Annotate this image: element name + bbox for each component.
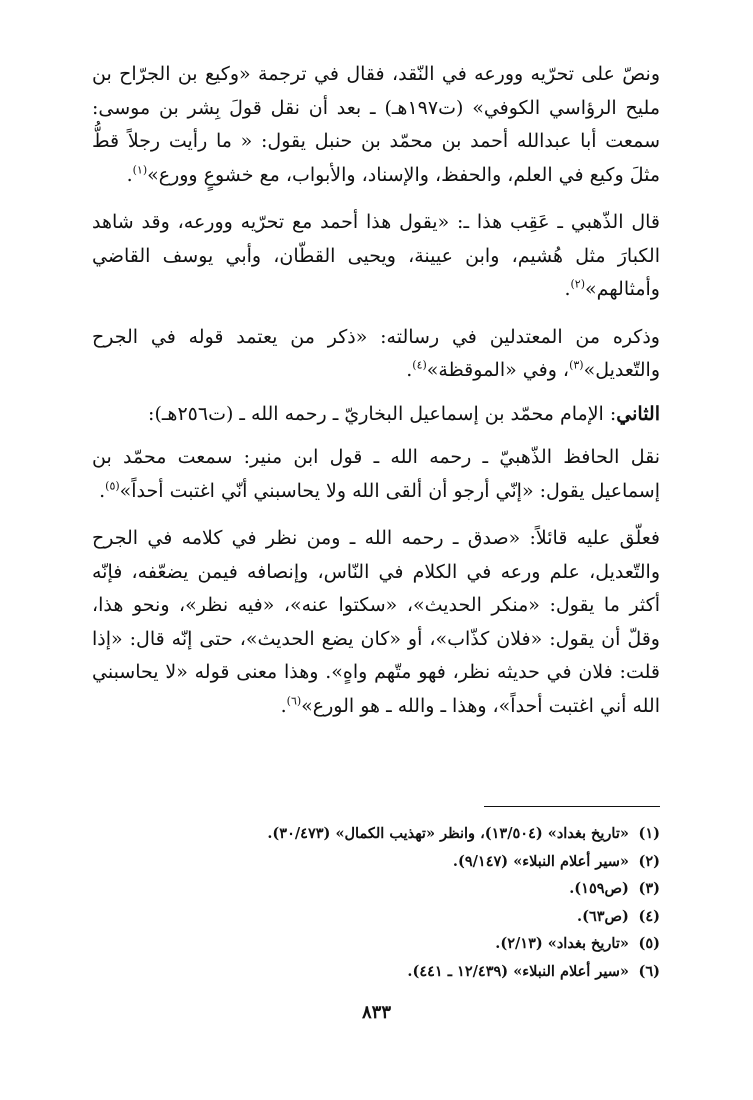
paragraph-ibn-munir <box>92 441 660 508</box>
footnote-text: «تاريخ بغداد» (١٣/٥٠٤)، وانظر «تهذيب الكمال» (٣٠/٤٧٣). <box>267 825 629 842</box>
footnote-6 <box>92 958 660 986</box>
paragraph-text: قال الذّهبي ـ عَقِب هذا ـ: «يقول هذا أحمد مع تحرّيه وورعه، وقد شاهد الكبارَ مثل هُشيم، وابن عيينة، ويحيى القطّان، وأبي يوسف القاضي وأمثالهم» <box>92 211 660 300</box>
footnote-number: (٢) <box>638 852 660 870</box>
footnote-number: (٥) <box>638 935 660 952</box>
footnote-4 <box>92 903 660 931</box>
footnote-divider <box>484 806 660 807</box>
footnote-2 <box>92 848 660 876</box>
footnote-text: «سير أعلام النبلاء» (١٢/٤٣٩ ـ ٤٤١). <box>407 962 629 980</box>
footnotes <box>92 820 660 985</box>
footnote-3 <box>92 875 660 903</box>
footnote-marker-2: (٢) <box>570 277 586 291</box>
section-heading-bukhari <box>92 398 660 432</box>
footnote-marker-1: (١) <box>132 163 148 177</box>
footnote-1 <box>92 820 660 848</box>
paragraph-end: . <box>280 694 287 717</box>
paragraph-text: ونصّ على تحرّيه وورعه في النّقد، فقال في ترجمة «وكيع بن الجرّاح بن مليح الرؤاسي الكوفي» (ت١٩٧هـ) ـ بعد أن نقل قولَ بِشر بن موسى: سمعت أبا عبدالله أحمد بن محمّد بن حنبل يقول: « ما رأيت رجلاً قطُّ مثلَ وكيع في العلم، والحفظ، والإسناد، والأبواب، مع خشوعٍ وورع» <box>92 63 660 186</box>
footnote-number: (١) <box>638 825 660 842</box>
footnote-text: «سير أعلام النبلاء» (٩/١٤٧). <box>452 852 629 870</box>
footnote-marker-4: (٤) <box>412 358 427 372</box>
paragraph-text: وذكره من المعتدلين في رسالته: «ذكر من يعتمد قوله في الجرح والتّعديل» <box>92 325 660 381</box>
footnote-text: «تاريخ بغداد» (٢/١٣). <box>495 935 629 952</box>
paragraph-end: . <box>126 163 133 186</box>
paragraph-end: . <box>406 359 413 381</box>
footnote-text: (ص٦٣). <box>577 907 629 925</box>
paragraph-commentary <box>92 522 660 723</box>
footnote-marker-6: (٦) <box>286 694 302 708</box>
footnote-5 <box>92 930 660 958</box>
footnote-text: (ص١٥٩). <box>569 880 629 897</box>
footnote-number: (٣) <box>638 880 660 897</box>
footnote-marker-5: (٥) <box>105 479 120 493</box>
page-body <box>92 58 660 723</box>
paragraph-end: . <box>564 278 571 300</box>
paragraph-text-b: ، وفي «الموقظة» <box>426 359 570 381</box>
footnote-number: (٤) <box>638 907 660 925</box>
footnote-number: (٦) <box>638 962 660 980</box>
page-number: ٨٣٣ <box>361 1002 391 1023</box>
paragraph-dhahabi-comment <box>92 206 660 307</box>
paragraph-text: نقل الحافظ الذّهبيّ ـ رحمه الله ـ قول ابن منير: سمعت محمّد بن إسماعيل يقول: «إنّي أرجو أن ألقى الله ولا يحاسبني أنّي اغتبت أحداً» <box>92 446 660 502</box>
section-heading-label: الثاني <box>616 402 660 425</box>
footnote-marker-3: (٣) <box>569 358 584 372</box>
paragraph-waki <box>92 58 660 192</box>
paragraph-text: فعلّق عليه قائلاً: «صدق ـ رحمه الله ـ ومن نظر في كلامه في الجرح والتّعديل، علم ورعه في الكلام في النّاس، وإنصافه فيمن يضعّفه، فإنّه أكثر ما يقول: «منكر الحديث»، «سكتوا عنه»، «فيه نظر»، ونحو هذا، وقلّ أن يقول: «فلان كذّاب»، أو «كان يضع الحديث»، حتى إنّه قال: «إذا قلت: فلان في حديثه نظر، فهو متّهم واهٍ». وهذا معنى قوله «لا يحاسبني الله أني اغتبت أحداً»، وهذا ـ والله ـ هو الورع» <box>92 527 660 717</box>
section-heading-text: : الإمام محمّد بن إسماعيل البخاريّ ـ رحمه الله ـ (ت٢٥٦هـ): <box>148 402 617 425</box>
paragraph-moderates <box>92 321 660 388</box>
paragraph-end: . <box>99 479 106 502</box>
